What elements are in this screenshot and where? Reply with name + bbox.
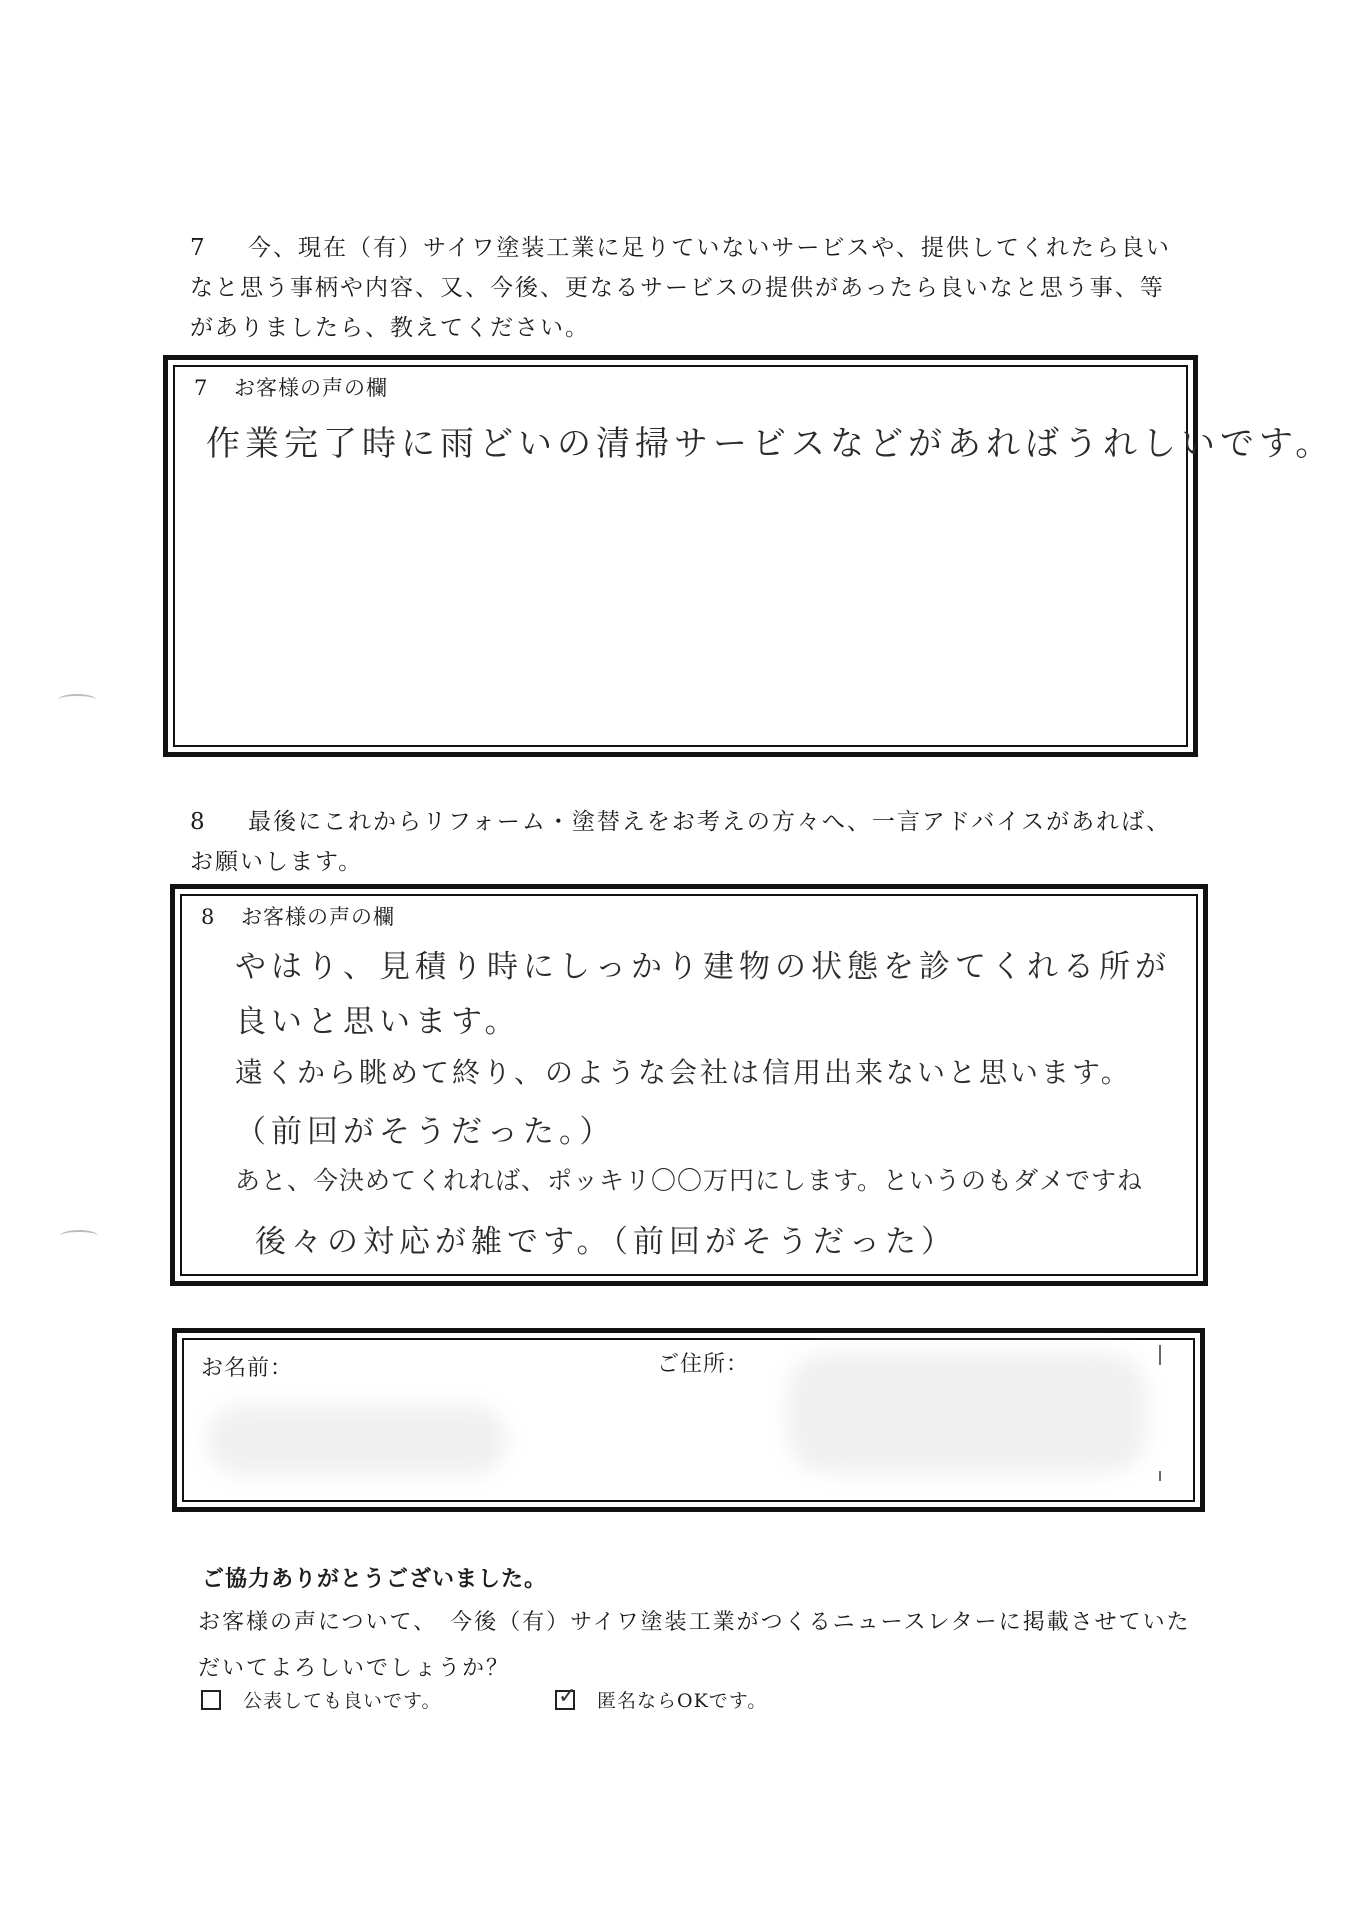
- customer-voice-box-8: [170, 884, 1208, 1286]
- customer-voice-box-7-label: [194, 372, 388, 402]
- box-8-handwritten-line-2: 良いと思います。: [235, 1004, 521, 1040]
- option-anonymous-label: 匿名ならOKです。: [597, 1690, 768, 1712]
- box-8-handwritten-line-4: （前回がそうだった。）: [235, 1114, 616, 1150]
- box-8-handwritten-line-3: 遠くから眺めて終り、のような会社は信用出来ないと思います。: [235, 1056, 1132, 1089]
- thanks-message: ご協力ありがとうございました。: [202, 1567, 548, 1592]
- box-8-number: 8: [201, 905, 216, 929]
- box-8-handwritten-line-6: 後々の対応が雑です。（前回がそうだった）: [255, 1224, 958, 1260]
- name-label: お名前：: [201, 1356, 294, 1381]
- option-public-label: 公表しても良いです。: [243, 1690, 442, 1712]
- scan-artifact: [58, 694, 96, 706]
- question-8-number: 8: [190, 809, 207, 835]
- box-8-handwritten-line-1: やはり、見積り時にしっかり建物の状態を診てくれる所が: [235, 949, 1171, 985]
- redacted-name: [207, 1405, 507, 1475]
- redacted-address: [787, 1353, 1147, 1473]
- check-icon: ✓: [558, 1683, 578, 1709]
- scan-artifact: [60, 1230, 98, 1242]
- box-7-handwritten-line-1: 作業完了時に雨どいの清掃サービスなどがあればうれしいです。: [206, 424, 1335, 464]
- customer-voice-box-8-label: [201, 901, 395, 931]
- scan-mark-tick: [1159, 1345, 1161, 1365]
- checkbox-anonymous[interactable]: [555, 1683, 578, 1710]
- scan-mark-tick: [1159, 1471, 1161, 1481]
- address-label: ご住所：: [657, 1352, 750, 1377]
- question-8: [190, 802, 1180, 882]
- box-7-label-text: お客様の声の欄: [234, 376, 388, 400]
- question-7-text: 今、現在（有）サイワ塗装工業に足りていないサービスや、提供してくれたら良いなと思う事柄や内容、又、今後、更なるサービスの提供があったら良いなと思う事、等がありましたら、教えてください。: [190, 235, 1171, 341]
- contact-box: [172, 1328, 1205, 1512]
- publication-consent-text: お客様の声について、 今後（有）サイワ塗装工業がつくるニュースレターに掲載させていただいてよろしいでしょうか？: [198, 1610, 1191, 1681]
- question-7: [190, 228, 1180, 348]
- option-public[interactable]: [201, 1686, 441, 1713]
- customer-voice-box-7: [163, 355, 1335, 757]
- box-8-label-text: お客様の声の欄: [241, 905, 395, 929]
- option-anonymous[interactable]: [555, 1683, 768, 1713]
- question-7-number: 7: [190, 235, 207, 261]
- box-8-handwritten-line-5: あと、今決めてくれれば、ポッキリ〇〇万円にします。というのもダメですね: [235, 1166, 1144, 1195]
- question-8-text: 最後にこれからリフォーム・塗替えをお考えの方々へ、一言アドバイスがあれば、お願いします。: [190, 809, 1172, 875]
- box-7-number: 7: [194, 376, 209, 400]
- checkbox-public[interactable]: [201, 1690, 221, 1710]
